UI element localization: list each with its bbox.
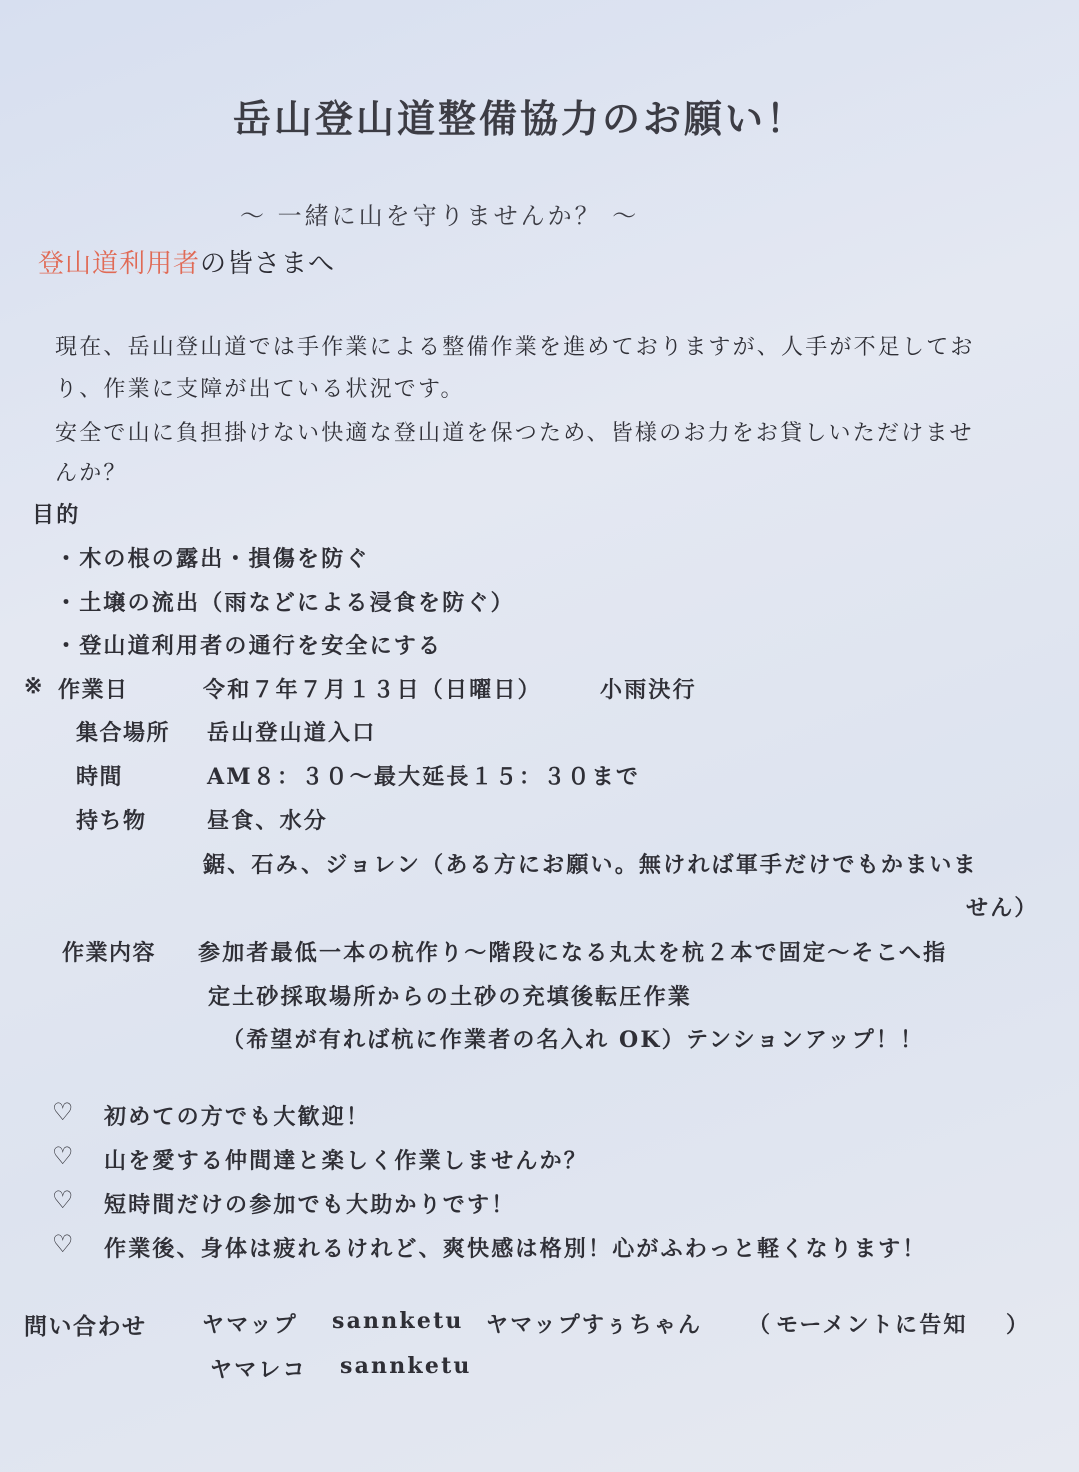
purpose-item-2: ・土壌の流出（雨などによる浸食を防ぐ） (55, 590, 515, 616)
intro-line-1: 現在、岳山登山道では手作業による整備作業を進めておりますが、人手が不足してお (55, 335, 975, 360)
purpose-heading: 目的 (32, 502, 81, 528)
page-subtitle: ～ 一緒に山を守りませんか？ ～ (240, 202, 640, 230)
appeal-item-4: 作業後、身体は疲れるけれど、爽快感は格別！心がふわっと軽くなります！ (104, 1236, 927, 1262)
purpose-item-3: ・登山道利用者の通行を安全にする (55, 633, 443, 659)
items-line-2: 鋸、石み、ジョレン（ある方にお願い。無ければ軍手だけでもかまいま (203, 852, 978, 878)
work-line-3: （希望が有れば杭に作業者の名入れ OK）テンションアップ！！ (222, 1027, 925, 1053)
page-title: 岳山登山道整備協力のお願い！ (232, 96, 807, 141)
items-line-1: 昼食、水分 (207, 808, 329, 834)
greeting-rest: の皆さまへ (200, 249, 336, 279)
contact-yamap-service: ヤマップ (202, 1312, 298, 1338)
greeting (38, 243, 335, 280)
intro-line-3: 安全で山に負担掛けない快適な登山道を保つため、皆様のお力をお貸しいただけませ (55, 421, 974, 446)
appeal-item-1: 初めての方でも大歓迎！ (104, 1104, 371, 1130)
intro-line-2: り、作業に支障が出ている状況です。 (55, 377, 465, 402)
place-value: 岳山登山道入口 (207, 720, 377, 746)
contact-yamareco-user: sannketu (340, 1353, 472, 1379)
work-label: 作業内容 (62, 940, 157, 966)
contact-label: 問い合わせ (24, 1313, 147, 1340)
time-label: 時間 (76, 764, 124, 790)
intro-line-4: んか？ (55, 461, 128, 486)
contact-yamareco-service: ヤマレコ (210, 1357, 307, 1383)
purpose-item-1: ・木の根の露出・損傷を防ぐ (55, 546, 370, 572)
date-value: 令和７年７月１３日（日曜日） (203, 677, 542, 703)
time-value: AM８：３０～最大延長１５：３０まで (207, 764, 641, 790)
appeal-item-3: 短時間だけの参加でも大助かりです！ (104, 1192, 516, 1218)
items-line-3: せん） (966, 895, 1039, 921)
items-label: 持ち物 (76, 808, 147, 834)
work-line-2: 定土砂採取場所からの土砂の充填後転圧作業 (208, 984, 693, 1010)
greeting-highlight: 登山道利用者 (38, 249, 201, 279)
contact-yamap-user2: ヤマップすぅちゃん (486, 1312, 703, 1338)
place-label: 集合場所 (76, 720, 171, 746)
heart-outline-icon: ♡ (52, 1230, 74, 1258)
contact-paren-open: （ (748, 1312, 773, 1338)
work-line-1: 参加者最低一本の杭作り～階段になる丸太を杭２本で固定～そこへ指 (198, 940, 948, 966)
contact-moment-note: モーメントに告知 (776, 1312, 968, 1338)
appeal-item-2: 山を愛する仲間達と楽しく作業しませんか？ (104, 1148, 589, 1174)
heart-outline-icon: ♡ (52, 1186, 74, 1214)
contact-paren-close: ） (1006, 1312, 1031, 1338)
note-mark: ※ (24, 673, 44, 699)
heart-outline-icon: ♡ (52, 1142, 74, 1170)
contact-yamap-user: sannketu (332, 1308, 464, 1334)
heart-outline-icon: ♡ (52, 1098, 74, 1126)
date-label: 作業日 (58, 677, 129, 703)
date-note: 小雨決行 (600, 677, 697, 703)
